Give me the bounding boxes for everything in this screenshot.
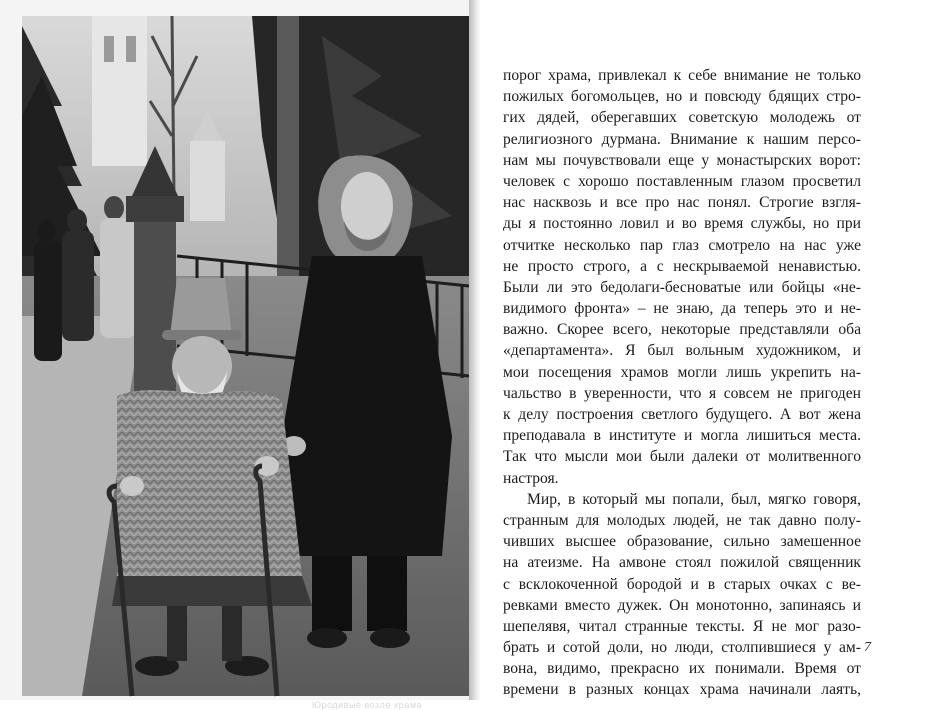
right-page: [481, 0, 928, 700]
book-gutter: [469, 0, 481, 700]
text-line: религиозного дурмана. Внимание к нашим персо-: [503, 130, 861, 148]
photograph: [22, 16, 469, 710]
page-number: 7: [864, 640, 871, 655]
text-line: Мир, в который мы попали, был, мягко говоря,: [527, 490, 861, 508]
photo-caption: Юродивые возле храма: [312, 700, 423, 710]
text-line: с всклокоченной бородой и в старых очках с ве-: [503, 575, 861, 593]
text-line: нам мы почувствовали еще у монастырских ворот:: [503, 151, 861, 169]
text-line: нас насквозь и все про нас понял. Строгие взгля-: [503, 194, 861, 212]
text-line: порог храма, привлекал к себе внимание не только: [503, 67, 861, 84]
text-line: времени в разных концах храма начинали лаять,: [503, 681, 861, 699]
text-line: чальство в уверенности, что я совсем не пригоден: [503, 384, 861, 402]
text-line: Были ли это бедолаги-бесноватые или бойцы «не-: [503, 278, 861, 296]
body-text: [503, 65, 861, 701]
text-line: вона, видимо, прекрасно их понимали. Время от: [503, 660, 861, 678]
text-line: не просто строго, а с нескрываемой ненавистью.: [503, 257, 861, 275]
text-line: видимого фронта» – не знаю, да теперь это и не-: [503, 300, 861, 318]
text-line: отчитке несколько пар глаз смотрело на нас уже: [503, 236, 861, 254]
text-line: чивших высшее образование, сильно замешенное: [503, 533, 861, 551]
text-line: пожилых богомольцев, но и повсюду бдящих стро-: [503, 88, 861, 106]
text-line: ревками вместо дужек. Он монотонно, запинаясь и: [503, 596, 861, 614]
text-line: настроя.: [503, 469, 559, 487]
text-line: на атеизме. На амвоне стоял пожилой священник: [503, 554, 861, 572]
text-line: брать и сотой доли, но люди, столпившиеся у ам-: [503, 639, 861, 657]
photo-illustration: [22, 16, 469, 696]
text-line: странным для молодых людей, не так давно полу-: [503, 511, 861, 529]
text-line: мои посещения храмов могли лишь укрепить на-: [503, 363, 861, 381]
text-line: человек с хорошо поставленным глазом просветил: [503, 172, 861, 190]
text-line: важно. Скорее всего, некоторые представляли оба: [503, 321, 861, 339]
text-line: к делу построения светлого будущего. А вот жена: [503, 406, 861, 423]
text-line: ды я постоянно ловил и во время службы, но при: [503, 215, 861, 233]
text-line: Так что мысли мои были далеки от молитвенного: [503, 448, 861, 466]
text-line: «департамента». Я был вольным художником, и: [503, 342, 861, 360]
text-line: шепелявя, читал странные тексты. Я не мог разо-: [503, 617, 861, 635]
text-line: преподавала в институте и могла лишиться места.: [503, 427, 861, 445]
text-line: гих дядей, оберегавших советскую молодежь от: [503, 109, 861, 127]
